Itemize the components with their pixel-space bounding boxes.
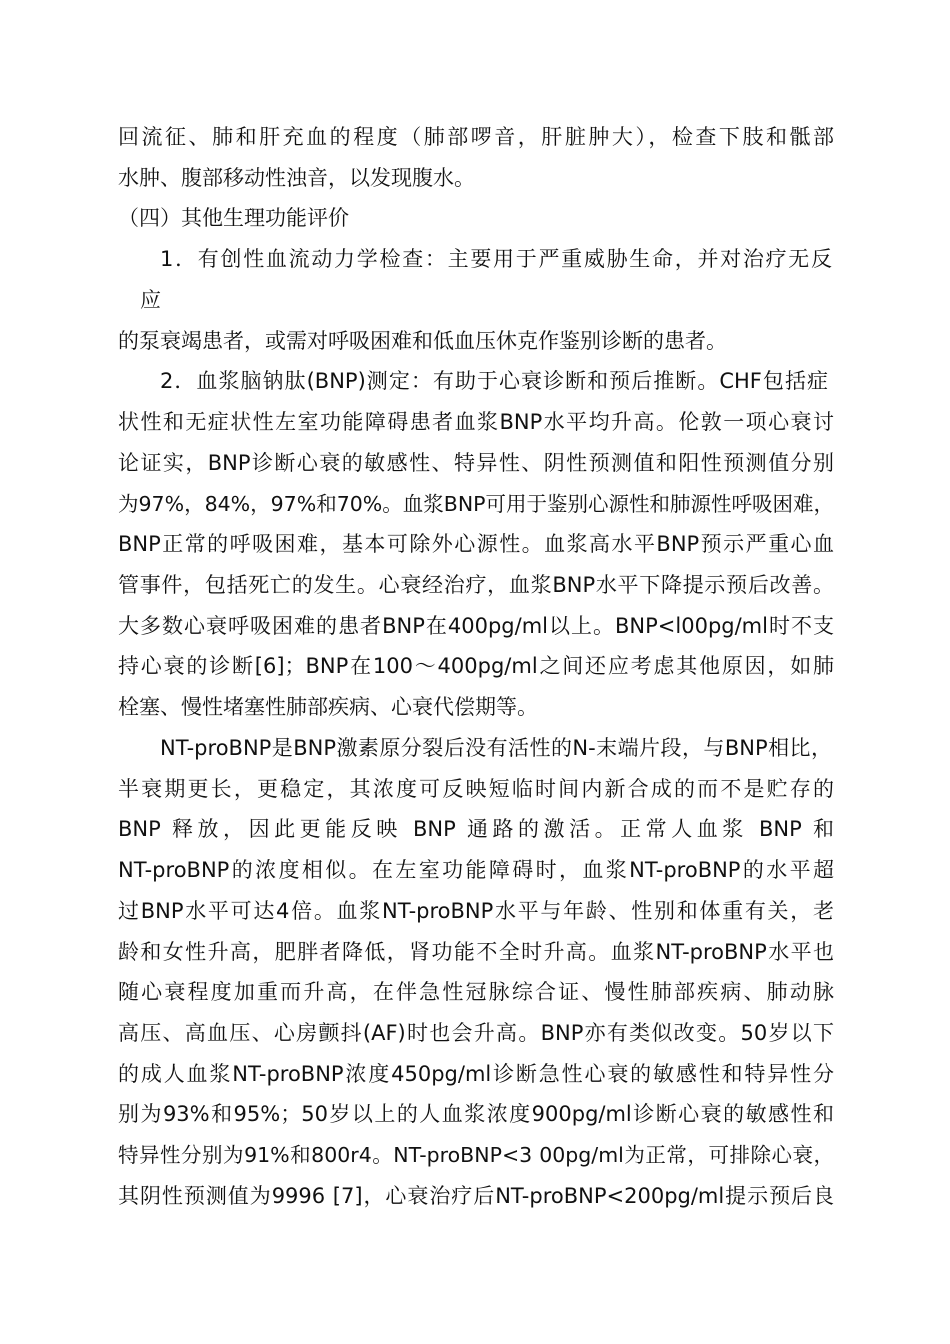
text-line: 应: [140, 288, 161, 312]
section-heading: （四）其他生理功能评价: [118, 206, 349, 230]
text-line: NT-proBNP的浓度相似。在左室功能障碍时，血浆NT-proBNP的水平超: [118, 858, 834, 882]
text-line: 的泵衰竭患者，或需对呼吸困难和低血压休克作鉴别诊断的患者。: [118, 329, 727, 353]
text-line: 2．血浆脑钠肽(BNP)测定：有助于心衰诊断和预后推断。CHF包括症: [160, 369, 828, 393]
text-line: 特异性分别为91%和800r4。NT-proBNP<3 00pg/ml为正常，可排除心衰，: [118, 1143, 834, 1167]
text-line: 半衰期更长，更稳定，其浓度可反映短临时间内新合成的而不是贮存的: [118, 777, 834, 801]
text-line: NT-proBNP是BNP激素原分裂后没有活性的N-末端片段，与BNP相比，: [160, 736, 832, 760]
text-line: 1．有创性血流动力学检查：主要用于严重威胁生命，并对治疗无反: [160, 247, 832, 271]
text-line: 管事件，包括死亡的发生。心衰经治疗，血浆BNP水平下降提示预后改善。: [118, 573, 834, 597]
text-line: 栓塞、慢性堵塞性肺部疾病、心衰代偿期等。: [118, 695, 538, 719]
text-line: 随心衰程度加重而升高，在伴急性冠脉综合证、慢性肺部疾病、肺动脉: [118, 980, 834, 1004]
text-line: 水肿、腹部移动性浊音，以发现腹水。: [118, 166, 475, 190]
text-line: 为97%，84%，97%和70%。血浆BNP可用于鉴别心源性和肺源性呼吸困难，: [118, 492, 834, 516]
text-line: 回流征、肺和肝充血的程度（肺部啰音，肝脏肿大），检查下肢和骶部: [118, 125, 834, 149]
text-line: BNP 释放，因此更能反映 BNP 通路的激活。正常人血浆 BNP 和: [118, 817, 834, 841]
text-line: 状性和无症状性左室功能障碍患者血浆BNP水平均升高。伦敦一项心衰讨: [118, 410, 834, 434]
text-line: 别为93%和95%；50岁以上的人血浆浓度900pg/ml诊断心衰的敏感性和: [118, 1102, 834, 1126]
text-line: BNP正常的呼吸困难，基本可除外心源性。血浆高水平BNP预示严重心血: [118, 532, 834, 556]
text-line: 论证实，BNP诊断心衰的敏感性、特异性、阴性预测值和阳性预测值分别: [118, 451, 834, 475]
text-line: 高压、高血压、心房颤抖(AF)时也会升高。BNP亦有类似改变。50岁以下: [118, 1021, 834, 1045]
text-line: 过BNP水平可达4倍。血浆NT-proBNP水平与年龄、性别和体重有关，老: [118, 899, 834, 923]
text-line: 大多数心衰呼吸困难的患者BNP在400pg/ml以上。BNP<l00pg/ml时不支: [118, 614, 834, 638]
text-line: 龄和女性升高，肥胖者降低，肾功能不全时升高。血浆NT-proBNP水平也: [118, 940, 834, 964]
text-line: 其阴性预测值为9996 [7]，心衰治疗后NT-proBNP<200pg/ml提示预后良: [118, 1184, 834, 1208]
text-line: 持心衰的诊断[6]；BNP在100～400pg/ml之间还应考虑其他原因，如肺: [118, 654, 834, 678]
text-line: 的成人血浆NT-proBNP浓度450pg/ml诊断急性心衰的敏感性和特异性分: [118, 1062, 834, 1086]
